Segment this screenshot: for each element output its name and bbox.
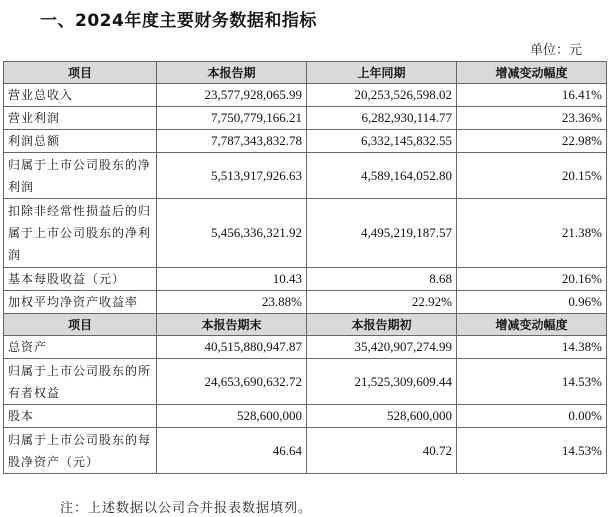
current-value: 23.88% (157, 291, 307, 314)
col-header-current: 本报告期 (157, 62, 307, 84)
current-value: 7,750,779,166.21 (157, 107, 307, 130)
table-row (4, 359, 607, 405)
change-value: 14.53% (457, 359, 607, 405)
current-value: 528,600,000 (157, 405, 307, 428)
row-label: 基本每股收益（元） (4, 268, 157, 291)
current-value: 23,577,928,065.99 (157, 84, 307, 107)
table-row (4, 153, 607, 199)
table-row (4, 336, 607, 359)
previous-value: 20,253,526,598.02 (307, 84, 457, 107)
row-label: 营业总收入 (4, 84, 157, 107)
change-value: 22.98% (457, 130, 607, 153)
current-value: 10.43 (157, 268, 307, 291)
previous-value: 35,420,907,274.99 (307, 336, 457, 359)
table-row (4, 405, 607, 428)
current-value: 5,456,336,321.92 (157, 199, 307, 268)
table-row (4, 199, 607, 268)
previous-value: 8.68 (307, 268, 457, 291)
current-value: 7,787,343,832.78 (157, 130, 307, 153)
row-label: 利润总额 (4, 130, 157, 153)
table-row (4, 107, 607, 130)
col-header-previous: 上年同期 (307, 62, 457, 84)
current-value: 46.64 (157, 428, 307, 474)
change-value: 20.16% (457, 268, 607, 291)
financial-table (3, 61, 607, 474)
change-value: 21.38% (457, 199, 607, 268)
page-title: 一、2024年度主要财务数据和指标 (40, 11, 317, 31)
table-header-row (4, 62, 607, 84)
current-value: 24,653,690,632.72 (157, 359, 307, 405)
change-value: 14.38% (457, 336, 607, 359)
row-label: 总资产 (4, 336, 157, 359)
row-label: 归属于上市公司股东的净利润 (4, 153, 157, 199)
table-row (4, 268, 607, 291)
table-row (4, 130, 607, 153)
row-label: 归属于上市公司股东的每股净资产（元） (4, 428, 157, 474)
current-value: 40,515,880,947.87 (157, 336, 307, 359)
previous-value: 6,282,930,114.77 (307, 107, 457, 130)
row-label: 营业利润 (4, 107, 157, 130)
previous-value: 6,332,145,832.55 (307, 130, 457, 153)
change-value: 0.96% (457, 291, 607, 314)
col-header-change: 增减变动幅度 (457, 62, 607, 84)
row-label: 加权平均净资产收益率 (4, 291, 157, 314)
change-value: 20.15% (457, 153, 607, 199)
col-header-period-start: 本报告期初 (307, 314, 457, 336)
change-value: 0.00% (457, 405, 607, 428)
row-label: 股本 (4, 405, 157, 428)
previous-value: 4,495,219,187.57 (307, 199, 457, 268)
table-row (4, 84, 607, 107)
footnote: 注：上述数据以公司合并报表数据填列。 (60, 501, 313, 516)
row-label: 归属于上市公司股东的所有者权益 (4, 359, 157, 405)
previous-value: 22.92% (307, 291, 457, 314)
col-header-item: 项目 (4, 62, 157, 84)
change-value: 14.53% (457, 428, 607, 474)
col-header-item: 项目 (4, 314, 157, 336)
current-value: 5,513,917,926.63 (157, 153, 307, 199)
table-row (4, 291, 607, 314)
col-header-change: 增减变动幅度 (457, 314, 607, 336)
previous-value: 21,525,309,609.44 (307, 359, 457, 405)
row-label: 扣除非经常性损益后的归属于上市公司股东的净利润 (4, 199, 157, 268)
table-row (4, 428, 607, 474)
table-header-row (4, 314, 607, 336)
previous-value: 40.72 (307, 428, 457, 474)
col-header-period-end: 本报告期末 (157, 314, 307, 336)
unit-label: 单位：元 (529, 43, 582, 58)
previous-value: 528,600,000 (307, 405, 457, 428)
change-value: 16.41% (457, 84, 607, 107)
previous-value: 4,589,164,052.80 (307, 153, 457, 199)
change-value: 23.36% (457, 107, 607, 130)
